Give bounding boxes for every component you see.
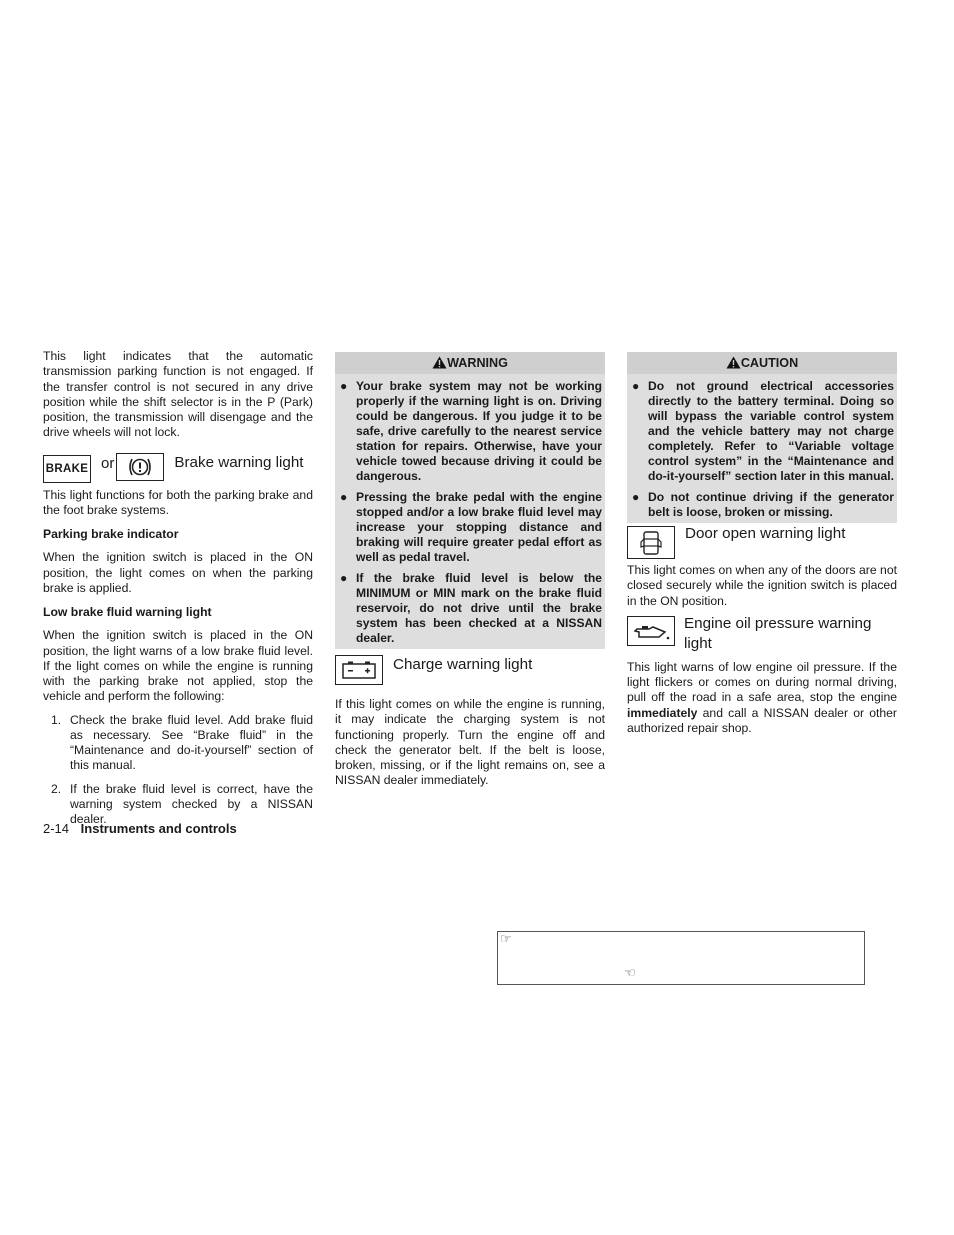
low-fluid-description: When the ignition switch is placed in the ON position, the light warns of a low brake fluid level. If the light comes on while the engine is running with the parking brake not applied, stop the vehicle and perform the following: [43,628,313,704]
charge-description: If this light comes on while the engine is running, it may indicate the charging system is not functioning properly. Turn the engine off and check the generator belt. If the belt is loose, broken, missing, or if the light remains on, see a NISSAN dealer immediately. [335,697,605,788]
brake-description: This light functions for both the parking brake and the foot brake systems. [43,487,313,518]
oil-warning-header [627,616,897,654]
oil-can-icon [631,621,671,641]
exclamation-circle-icon [127,456,153,478]
brake-warning-title: Brake warning light [174,453,304,471]
warning-title: WARNING [447,356,508,370]
door-warning-title: Door open warning light [685,525,846,542]
warning-box-header [335,352,605,374]
warning-item-text: Pressing the brake pedal with the engine stopped and/or a low brake fluid level may increase your stopping distance and braking will require greater pedal effort as well as pedal travel. [356,490,602,564]
step-item [43,782,313,827]
step-text: Check the brake fluid level. Add brake fluid as necessary. See “Brake fluid” in the “Maintenance and do-it-yourself” section of this manual. [70,712,313,772]
bullet-icon: ● [632,490,640,504]
caution-box [627,352,897,523]
warning-box [335,352,605,649]
warning-item-text: If the brake fluid level is below the MINIMUM or MIN mark on the brake fluid reservoir, do not drive until the brake system has been checked at a NISSAN dealer. [356,571,602,645]
door-description: This light comes on when any of the doors are not closed securely while the ignition switch is placed in the ON position. [627,563,897,608]
warning-item [338,490,602,565]
cross-reference-box [497,931,865,985]
bullet-icon: ● [340,379,348,393]
caution-box-header [627,352,897,374]
right-column [627,352,897,736]
steps-list [43,713,313,827]
oil-icon-box [627,616,675,646]
page-number: 2-14 [43,821,70,836]
middle-column [335,352,605,789]
pointing-hand-icon: ☜ [624,965,636,980]
charge-warning-header [335,655,605,685]
oil-desc-text: and call a NISSAN dealer or other authorized repair shop. [627,705,897,736]
oil-desc-text: This light warns of low engine oil pressure. If the light flickers or comes on during normal driving, pull off the road in a safe area, stop the engine [627,659,897,705]
pointing-hand-icon: ☞ [500,931,512,946]
step-number: 2. [51,781,62,796]
warning-triangle-icon [432,356,447,369]
left-column [43,349,313,827]
warning-box-body [335,374,605,649]
bullet-icon: ● [340,571,348,585]
oil-desc-emphasis: immediately [627,705,698,720]
caution-box-body [627,374,897,523]
caution-item-text: Do not ground electrical accessories directly to the battery terminal. Doing so will bypass the variable control system and the vehicle battery may not charge completely. Refer to “Variable voltage control system” in the “Maintenance and do-it-yourself” section later in this manual. [648,379,894,483]
oil-warning-title: Engine oil pressure warning light [684,614,872,652]
low-fluid-heading: Low brake fluid warning light [43,605,212,620]
warning-item-text: Your brake system may not be working properly if the warning light is on. Driving could be dangerous. If you judge it to be safe, drive carefully to the nearest service station for repairs. Otherwise, have your vehicle towed because driving it could be dangerous. [356,379,602,483]
caution-title: CAUTION [740,356,799,370]
page-footer [43,821,237,836]
brake-warning-header [43,453,313,483]
step-number: 1. [51,712,62,727]
parking-brake-description: When the ignition switch is placed in the ON position, the light comes on when the parking brake is applied. [43,550,313,595]
battery-icon-box [335,655,383,685]
step-item [43,713,313,773]
intro-paragraph: This light indicates that the automatic transmission parking function is not engaged. If the transfer control is not secured in any drive position while the shift selector is in the P (Park) position, the transmission will disengage and the drive wheels will not lock. [43,349,313,440]
section-title: Instruments and controls [80,821,237,836]
oil-description [627,660,897,736]
door-warning-header [627,526,897,559]
parking-brake-heading: Parking brake indicator [43,527,179,542]
brake-symbol-icon [116,453,164,481]
brake-icon-label: BRAKE [45,462,89,475]
bullet-icon: ● [340,490,348,504]
warning-triangle-icon [726,356,741,369]
warning-item [338,571,602,646]
battery-icon [341,660,377,680]
bullet-icon: ● [632,379,640,393]
door-open-icon [640,530,662,556]
or-label: or [101,454,115,472]
caution-item [630,490,894,520]
door-icon-box [627,526,675,559]
caution-item [630,379,894,484]
caution-item-text: Do not continue driving if the generator belt is loose, broken or missing. [648,490,894,519]
charge-warning-title: Charge warning light [393,656,533,673]
brake-text-icon [43,455,91,483]
step-text: If the brake fluid level is correct, have the warning system checked by a NISSAN dealer. [70,781,313,826]
warning-item [338,379,602,484]
